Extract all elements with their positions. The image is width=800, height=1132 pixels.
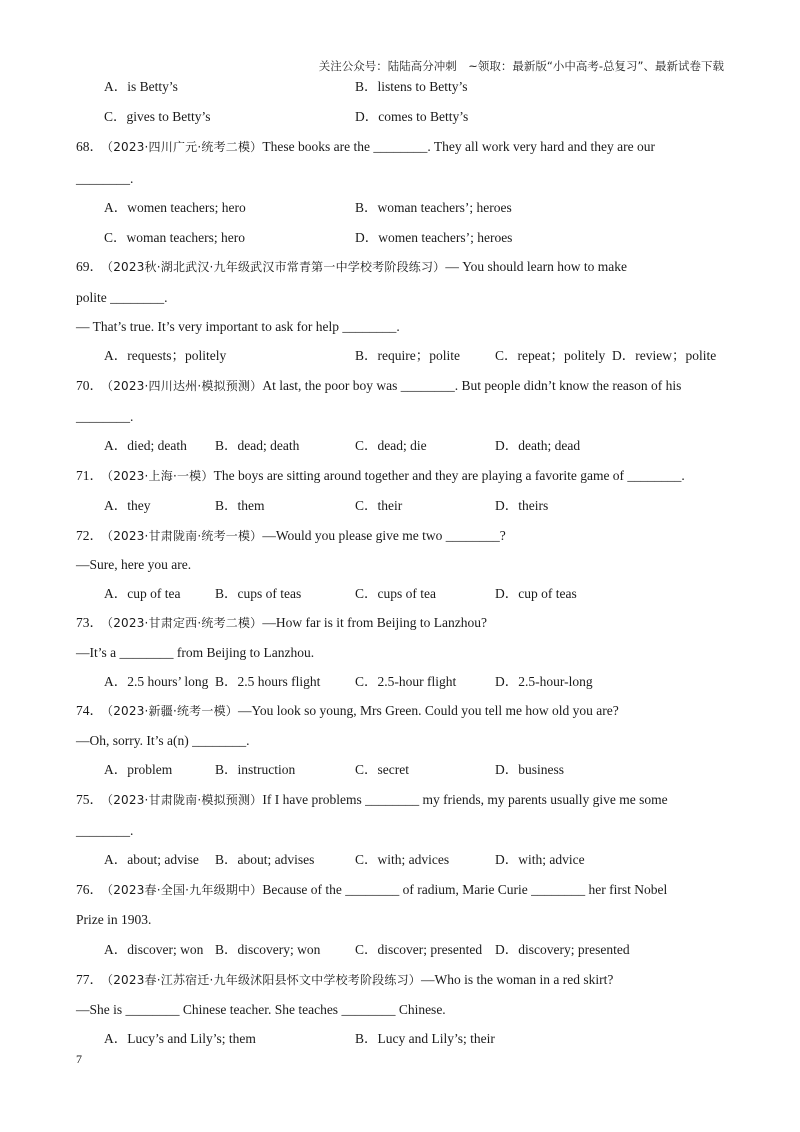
option-b: B．2.5 hours flight (215, 674, 321, 689)
option-d: D．2.5-hour-long (495, 674, 593, 689)
option-c: C．repeat；politely (495, 348, 606, 363)
question-source: （2023秋·湖北武汉·九年级武汉市常青第一中学校考阶段练习） (107, 260, 446, 274)
option-b: B．dead; death (215, 438, 300, 453)
option-a: A．requests；politely (104, 348, 227, 363)
question-source: （2023·甘肃陇南·模拟预测） (107, 793, 263, 807)
question-text: —You look so young, Mrs Green. Could you tell me how old you are? (237, 703, 619, 718)
option-c: C．2.5-hour flight (355, 674, 457, 689)
question-text-cont: ________. (76, 409, 134, 424)
question-text-cont: —Oh, sorry. It’s a(n) ________. (76, 733, 250, 748)
option-c: C．their (355, 498, 403, 513)
question-text: At last, the poor boy was ________. But people didn’t know the reason of his (262, 378, 682, 393)
option-a: A．discover; won (104, 942, 204, 957)
option-d: D．theirs (495, 498, 549, 513)
option-c: C．with; advices (355, 852, 450, 867)
option-a: A．is Betty’s (104, 79, 178, 94)
question-source: （2023·新疆·统考一模） (107, 704, 238, 718)
question-73-stem (76, 614, 726, 632)
question-text-cont: —Sure, here you are. (76, 557, 192, 572)
option-a: A．Lucy’s and Lily’s; them (104, 1031, 256, 1046)
option-d: D．discovery; presented (495, 942, 630, 957)
question-text-cont: —It’s a ________ from Beijing to Lanzhou. (76, 645, 315, 660)
question-70-stem (76, 377, 726, 395)
option-b: B．listens to Betty’s (355, 79, 468, 94)
question-number: 71． (76, 468, 103, 483)
question-68-stem (76, 138, 726, 156)
option-a: A．cup of tea (104, 586, 181, 601)
option-b: B．cups of teas (215, 586, 302, 601)
question-text-cont: Prize in 1903. (76, 912, 152, 927)
question-75-stem (76, 791, 726, 809)
question-74-stem (76, 702, 726, 720)
question-text-cont: polite ________. (76, 290, 168, 305)
question-text: —Who is the woman in a red skirt? (420, 972, 614, 987)
question-text: —How far is it from Beijing to Lanzhou? (262, 615, 487, 630)
option-d: D．comes to Betty’s (355, 109, 469, 124)
question-source: （2023·甘肃定西·统考二模） (107, 616, 263, 630)
question-text: If I have problems ________ my friends, my parents usually give me some (262, 792, 668, 807)
question-77-stem (76, 971, 726, 989)
page-number: 7 (76, 1052, 82, 1066)
option-a: A．2.5 hours’ long (104, 674, 209, 689)
question-text-cont: —She is ________ Chinese teacher. She teaches ________ Chinese. (76, 1002, 446, 1017)
question-source: （2023春·全国·九年级期中） (107, 883, 263, 897)
page-header: 关注公众号：陆陆高分冲刺 ~领取：最新版“小中高考-总复习”、最新试卷下载 (318, 59, 724, 73)
option-c: C．secret (355, 762, 409, 777)
question-text: — You should learn how to make (445, 259, 627, 274)
option-b: B．require；polite (355, 348, 460, 363)
question-number: 75． (76, 792, 103, 807)
option-d: D．death; dead (495, 438, 581, 453)
question-72-stem (76, 527, 726, 545)
question-number: 76． (76, 882, 103, 897)
option-a: A．women teachers; hero (104, 200, 246, 215)
question-text: Because of the ________ of radium, Marie Curie ________ her first Nobel (262, 882, 668, 897)
option-a: A．they (104, 498, 151, 513)
option-d: D．review；polite (612, 348, 717, 363)
question-source: （2023春·江苏宿迁·九年级沭阳县怀文中学校考阶段练习） (107, 973, 421, 987)
question-number: 77． (76, 972, 103, 987)
option-b: B．woman teachers’; heroes (355, 200, 512, 215)
question-text: —Would you please give me two ________? (262, 528, 506, 543)
option-b: B．instruction (215, 762, 296, 777)
question-number: 72． (76, 528, 103, 543)
question-69-stem (76, 258, 726, 276)
question-source: （2023·四川广元·统考二模） (107, 140, 263, 154)
option-b: B．discovery; won (215, 942, 321, 957)
question-text: The boys are sitting around together and they are playing a favorite game of ________. (213, 468, 685, 483)
option-b: B．them (215, 498, 265, 513)
option-d: D．women teachers’; heroes (355, 230, 513, 245)
question-number: 70． (76, 378, 103, 393)
question-76-stem (76, 881, 726, 899)
question-text-cont: — That’s true. It’s very important to ask for help ________. (76, 319, 400, 334)
option-c: C．dead; die (355, 438, 427, 453)
option-b: B．Lucy and Lily’s; their (355, 1031, 495, 1046)
question-text-cont: ________. (76, 171, 134, 186)
question-71-stem (76, 467, 726, 485)
question-number: 73． (76, 615, 103, 630)
option-c: C．gives to Betty’s (104, 109, 211, 124)
option-a: A．about; advise (104, 852, 199, 867)
question-number: 74． (76, 703, 103, 718)
option-b: B．about; advises (215, 852, 315, 867)
option-c: C．discover; presented (355, 942, 483, 957)
option-c: C．woman teachers; hero (104, 230, 245, 245)
option-d: D．with; advice (495, 852, 585, 867)
question-text-cont: ________. (76, 823, 134, 838)
question-text: These books are the ________. They all work very hard and they are our (262, 139, 656, 154)
option-c: C．cups of tea (355, 586, 436, 601)
option-a: A．died; death (104, 438, 187, 453)
question-number: 68． (76, 139, 103, 154)
option-d: D．cup of teas (495, 586, 577, 601)
question-source: （2023·上海·一模） (107, 469, 214, 483)
question-source: （2023·四川达州·模拟预测） (107, 379, 263, 393)
question-source: （2023·甘肃陇南·统考一模） (107, 529, 263, 543)
option-d: D．business (495, 762, 565, 777)
question-number: 69． (76, 259, 103, 274)
option-a: A．problem (104, 762, 173, 777)
